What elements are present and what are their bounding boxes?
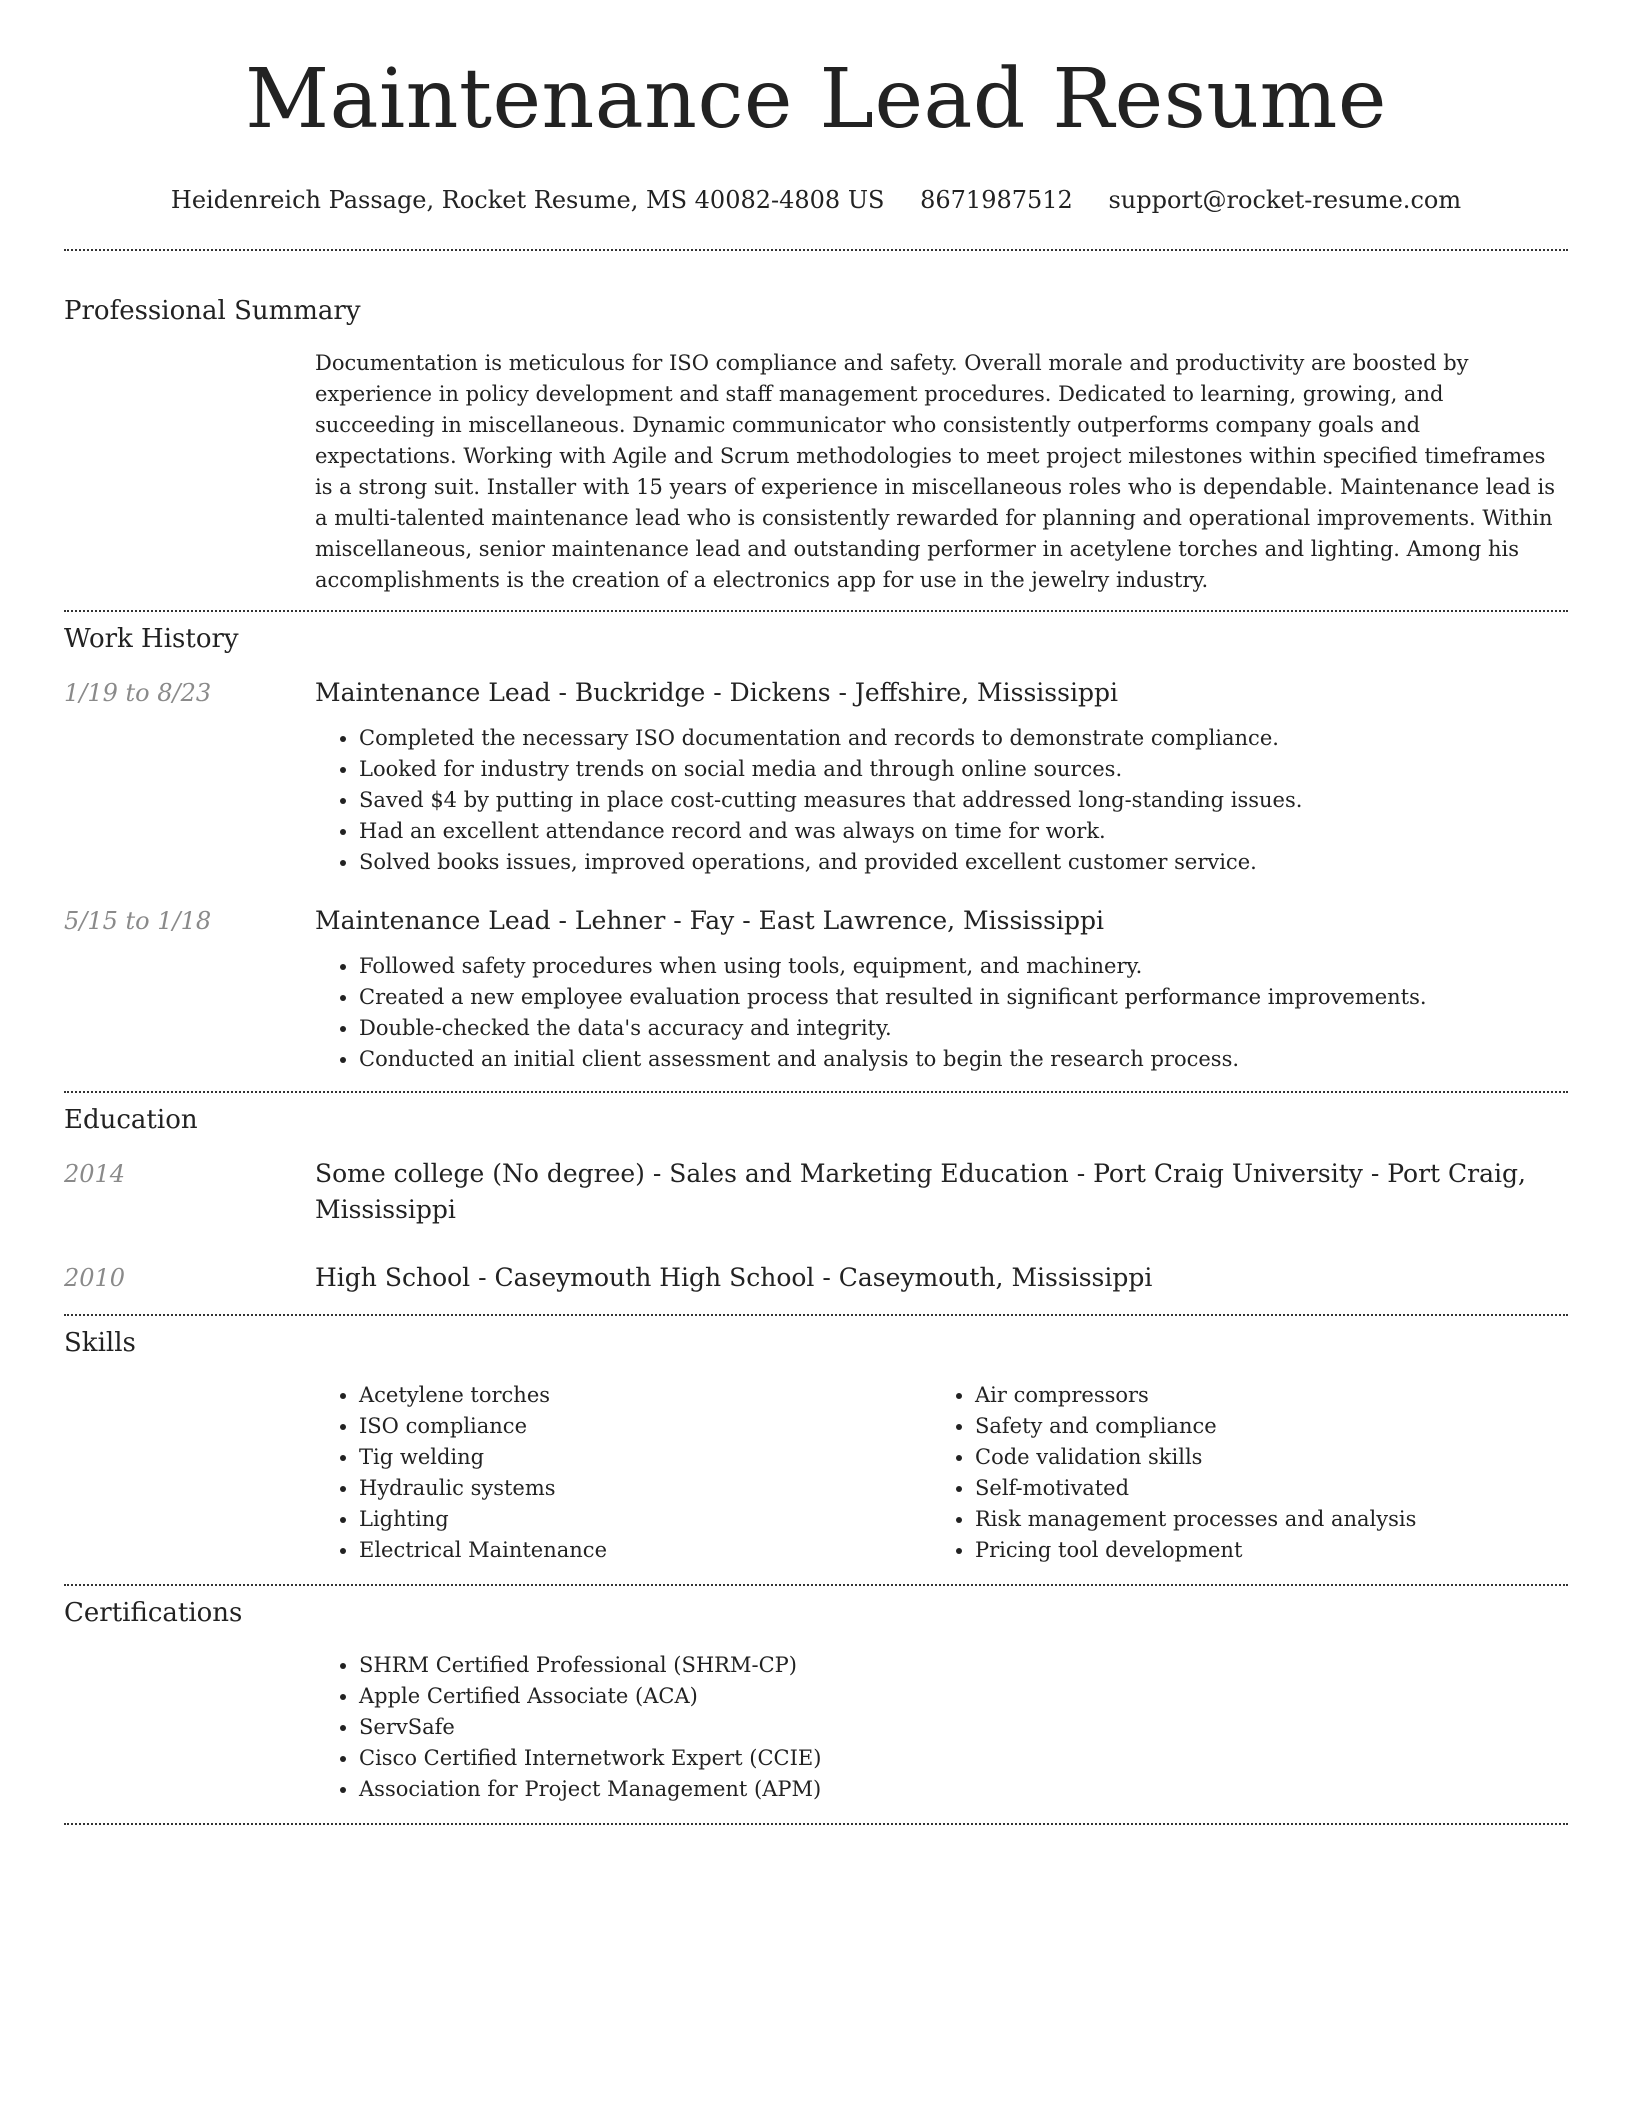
education-title: Some college (No degree) - Sales and Marketing Education - Port Craig University - Port Craig, Mississippi [315,1159,1526,1224]
skill-item: • Pricing tool development [975,1535,1547,1566]
certification-item: • Association for Project Management (APM) [359,1774,1568,1805]
education-entry [64,1260,1568,1296]
education-year: 2014 [64,1160,126,1188]
page-title: Maintenance Lead Resume [245,52,1387,147]
summary-heading: Professional Summary [64,296,361,326]
skill-item: • Risk management processes and analysis [975,1504,1547,1535]
skills-section [64,1326,1568,1566]
list-item: • Double-checked the data's accuracy and integrity. [359,1013,1568,1044]
education-heading: Education [64,1105,198,1135]
skill-item: • Acetylene torches [359,1380,931,1411]
section-divider [64,1823,1568,1825]
list-item: • Had an excellent attendance record and was always on time for work. [359,816,1568,847]
certification-item: • Cisco Certified Internetwork Expert (CCIE) [359,1743,1568,1774]
skill-item: • Lighting [359,1504,931,1535]
work-history-section [64,622,1568,1075]
list-item: • Solved books issues, improved operations, and provided excellent customer service. [359,847,1568,878]
education-section [64,1103,1568,1296]
list-item: • Created a new employee evaluation process that resulted in significant performance improvements. [359,982,1568,1013]
contact-phone: 8671987512 [920,186,1073,214]
skill-item: • Self-motivated [975,1473,1547,1504]
skill-item: • ISO compliance [359,1411,931,1442]
skills-list-right [931,1380,1547,1566]
job-title: Maintenance Lead - Lehner - Fay - East Lawrence, Mississippi [315,906,1104,935]
job-title: Maintenance Lead - Buckridge - Dickens - Jeffshire, Mississippi [315,678,1118,707]
job-dates: 5/15 to 1/18 [64,907,212,935]
certifications-list [315,1650,1568,1805]
skill-item: • Tig welding [359,1442,931,1473]
summary-text: Documentation is meticulous for ISO compliance and safety. Overall morale and productivity are boosted by experience in policy development and staff management procedures. Dedicated to learning, growing, and succeeding in miscellaneous. Dynamic communicator who consistently outperforms company goals and expectations. Working with Agile and Scrum methodologies to meet project milestones within specified timeframes is a strong suit. Installer with 15 years of experience in miscellaneous roles who is dependable. Maintenance lead is a multi-talented maintenance lead who is consistently rewarded for planning and operational improvements. Within miscellaneous, senior maintenance lead and outstanding performer in acetylene torches and lighting. Among his accomplishments is the creation of a electronics app for use in the jewelry industry. [315,351,1555,592]
skills-heading: Skills [64,1328,136,1358]
certifications-heading: Certifications [64,1598,243,1628]
skills-list-left [315,1380,931,1566]
certification-item: • SHRM Certified Professional (SHRM-CP) [359,1650,1568,1681]
list-item: • Looked for industry trends on social media and through online sources. [359,754,1568,785]
list-item: • Followed safety procedures when using tools, equipment, and machinery. [359,951,1568,982]
certification-item: • Apple Certified Associate (ACA) [359,1681,1568,1712]
job-entry [64,903,1568,1075]
job-bullets [315,723,1568,878]
skill-item: • Hydraulic systems [359,1473,931,1504]
education-entry [64,1156,1568,1228]
skill-item: • Electrical Maintenance [359,1535,931,1566]
job-dates: 1/19 to 8/23 [64,679,212,707]
work-history-heading: Work History [64,624,239,654]
skill-item: • Air compressors [975,1380,1547,1411]
section-divider [64,1091,1568,1093]
contact-email: support@rocket-resume.com [1108,186,1462,214]
contact-line [64,184,1568,216]
job-bullets [315,951,1568,1075]
education-title: High School - Caseymouth High School - Caseymouth, Mississippi [315,1263,1153,1292]
list-item: • Conducted an initial client assessment and analysis to begin the research process. [359,1044,1568,1075]
education-year: 2010 [64,1264,126,1292]
skill-item: • Code validation skills [975,1442,1547,1473]
certification-item: • ServSafe [359,1712,1568,1743]
list-item: • Saved $4 by putting in place cost-cutting measures that addressed long-standing issues. [359,785,1568,816]
section-divider [64,1314,1568,1316]
section-divider [64,1584,1568,1586]
job-entry [64,675,1568,878]
section-divider [64,610,1568,612]
contact-address: Heidenreich Passage, Rocket Resume, MS 40082-4808 US [170,186,885,214]
list-item: • Completed the necessary ISO documentation and records to demonstrate compliance. [359,723,1568,754]
skill-item: • Safety and compliance [975,1411,1547,1442]
summary-section [64,294,1568,596]
section-divider [64,249,1568,251]
certifications-section [64,1596,1568,1805]
